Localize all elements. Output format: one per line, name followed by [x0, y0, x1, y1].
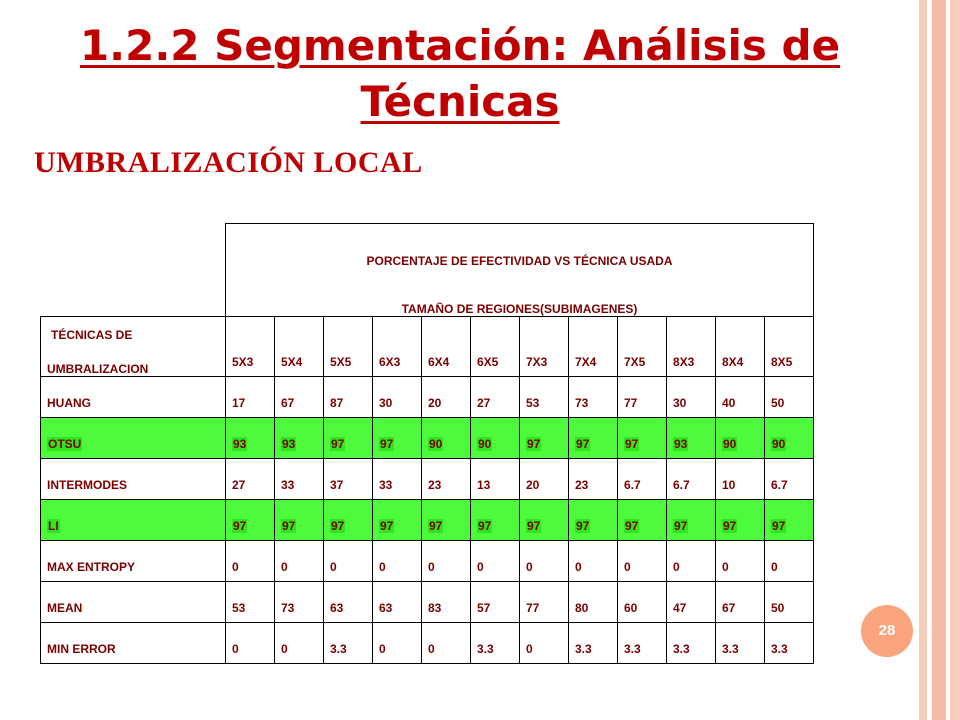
- cell-value: 3.3: [330, 642, 347, 656]
- value-cell: [520, 541, 569, 582]
- value-cell: [569, 541, 618, 582]
- value-cell: [324, 377, 373, 418]
- value-cell: [422, 623, 471, 664]
- value-cell: [471, 541, 520, 582]
- table-row: [41, 377, 814, 418]
- value-cell: [716, 623, 765, 664]
- cell-value: 10: [722, 478, 736, 492]
- value-cell: [275, 377, 324, 418]
- value-cell: [226, 377, 275, 418]
- cell-value: 80: [575, 601, 589, 615]
- column-header: 8X3: [667, 317, 716, 377]
- column-header: 8X4: [716, 317, 765, 377]
- value-cell: [569, 623, 618, 664]
- cell-value: 57: [477, 601, 491, 615]
- decorative-stripe: [919, 0, 927, 720]
- value-cell: [275, 541, 324, 582]
- value-cell: [765, 418, 814, 459]
- value-cell: [471, 623, 520, 664]
- cell-value: 3.3: [771, 642, 788, 656]
- cell-value: 60: [624, 601, 638, 615]
- table-header-subtitle: TAMAÑO DE REGIONES(SUBIMAGENES): [401, 302, 638, 316]
- value-cell: [667, 418, 716, 459]
- value-cell: [765, 582, 814, 623]
- cell-value: 33: [281, 478, 295, 492]
- table-row: [41, 582, 814, 623]
- value-cell: [520, 377, 569, 418]
- technique-name: MAX ENTROPY: [47, 560, 136, 574]
- cell-value: 3.3: [624, 642, 641, 656]
- table-corner: [41, 224, 226, 317]
- cell-value: 6.7: [624, 478, 641, 492]
- cell-value: 0: [526, 642, 533, 656]
- technique-header-line1: TÉCNICAS DE: [51, 328, 133, 342]
- cell-value: 97: [772, 519, 786, 533]
- value-cell: [373, 500, 422, 541]
- cell-value: 20: [428, 396, 442, 410]
- cell-value: 50: [771, 396, 785, 410]
- cell-value: 17: [232, 396, 246, 410]
- value-cell: [716, 418, 765, 459]
- cell-value: 90: [478, 437, 492, 451]
- value-cell: [471, 582, 520, 623]
- cell-value: 23: [575, 478, 589, 492]
- slide-title: 1.2.2 Segmentación: Análisis de Técnicas: [79, 21, 841, 126]
- table-row: [41, 623, 814, 664]
- column-header: 7X3: [520, 317, 569, 377]
- cell-value: 67: [281, 396, 295, 410]
- table-row: [41, 459, 814, 500]
- value-cell: [765, 541, 814, 582]
- value-cell: [569, 418, 618, 459]
- cell-value: 97: [576, 519, 590, 533]
- value-cell: [373, 623, 422, 664]
- column-header: 6X4: [422, 317, 471, 377]
- value-cell: [422, 582, 471, 623]
- cell-value: 0: [771, 560, 778, 574]
- value-cell: [226, 500, 275, 541]
- value-cell: [324, 582, 373, 623]
- cell-value: 47: [673, 601, 687, 615]
- value-cell: [520, 418, 569, 459]
- value-cell: [324, 541, 373, 582]
- cell-value: 97: [331, 519, 345, 533]
- cell-value: 0: [624, 560, 631, 574]
- value-cell: [373, 582, 422, 623]
- cell-value: 0: [526, 560, 533, 574]
- value-cell: [618, 582, 667, 623]
- cell-value: 40: [722, 396, 736, 410]
- cell-value: 0: [673, 560, 680, 574]
- value-cell: [765, 623, 814, 664]
- value-cell: [520, 500, 569, 541]
- cell-value: 93: [282, 437, 296, 451]
- cell-value: 63: [379, 601, 393, 615]
- cell-value: 97: [625, 437, 639, 451]
- technique-name-cell: [41, 459, 226, 500]
- cell-value: 97: [331, 437, 345, 451]
- value-cell: [520, 459, 569, 500]
- column-header: 6X5: [471, 317, 520, 377]
- value-cell: [618, 500, 667, 541]
- cell-value: 97: [380, 519, 394, 533]
- column-header: 5X3: [226, 317, 275, 377]
- table-row: [41, 500, 814, 541]
- column-header: 5X5: [324, 317, 373, 377]
- cell-value: 6.7: [771, 478, 788, 492]
- cell-value: 0: [477, 560, 484, 574]
- value-cell: [275, 459, 324, 500]
- value-cell: [324, 418, 373, 459]
- cell-value: 27: [232, 478, 246, 492]
- value-cell: [324, 459, 373, 500]
- cell-value: 93: [233, 437, 247, 451]
- value-cell: [226, 541, 275, 582]
- column-header: 7X4: [569, 317, 618, 377]
- value-cell: [324, 623, 373, 664]
- cell-value: 97: [527, 519, 541, 533]
- column-header-row: [41, 317, 814, 377]
- cell-value: 73: [575, 396, 589, 410]
- value-cell: [373, 459, 422, 500]
- value-cell: [226, 582, 275, 623]
- value-cell: [667, 582, 716, 623]
- cell-value: 23: [428, 478, 442, 492]
- cell-value: 3.3: [477, 642, 494, 656]
- cell-value: 20: [526, 478, 540, 492]
- cell-value: 0: [281, 560, 288, 574]
- cell-value: 6.7: [673, 478, 690, 492]
- cell-value: 97: [674, 519, 688, 533]
- cell-value: 0: [722, 560, 729, 574]
- cell-value: 30: [673, 396, 687, 410]
- value-cell: [422, 377, 471, 418]
- value-cell: [716, 582, 765, 623]
- technique-name-cell: [41, 377, 226, 418]
- cell-value: 90: [723, 437, 737, 451]
- value-cell: [765, 459, 814, 500]
- technique-name-cell: [41, 418, 226, 459]
- cell-value: 53: [526, 396, 540, 410]
- value-cell: [471, 459, 520, 500]
- table-header: [226, 224, 814, 317]
- column-header: 5X4: [275, 317, 324, 377]
- value-cell: [422, 459, 471, 500]
- technique-name-cell: [41, 541, 226, 582]
- cell-value: 0: [232, 560, 239, 574]
- column-header: 8X5: [765, 317, 814, 377]
- cell-value: 97: [380, 437, 394, 451]
- cell-value: 97: [282, 519, 296, 533]
- value-cell: [618, 418, 667, 459]
- cell-value: 97: [233, 519, 247, 533]
- cell-value: 30: [379, 396, 393, 410]
- value-cell: [765, 500, 814, 541]
- cell-value: 73: [281, 601, 295, 615]
- page-number-badge: 28: [861, 605, 913, 657]
- value-cell: [569, 459, 618, 500]
- technique-name: OTSU: [48, 437, 82, 451]
- value-cell: [275, 418, 324, 459]
- cell-value: 77: [526, 601, 540, 615]
- cell-value: 83: [428, 601, 442, 615]
- cell-value: 0: [232, 642, 239, 656]
- slide-subtitle: UMBRALIZACIÓN LOCAL: [34, 146, 423, 179]
- value-cell: [667, 459, 716, 500]
- value-cell: [765, 377, 814, 418]
- value-cell: [618, 377, 667, 418]
- value-cell: [716, 500, 765, 541]
- table-row: [41, 541, 814, 582]
- cell-value: 0: [428, 642, 435, 656]
- cell-value: 97: [576, 437, 590, 451]
- cell-value: 90: [429, 437, 443, 451]
- value-cell: [716, 459, 765, 500]
- value-cell: [667, 623, 716, 664]
- technique-name: LI: [48, 519, 59, 533]
- cell-value: 13: [477, 478, 491, 492]
- value-cell: [422, 500, 471, 541]
- technique-name: MEAN: [47, 601, 83, 615]
- cell-value: 0: [379, 560, 386, 574]
- effectiveness-table: [40, 223, 814, 664]
- cell-value: 97: [527, 437, 541, 451]
- value-cell: [373, 377, 422, 418]
- value-cell: [275, 623, 324, 664]
- value-cell: [471, 377, 520, 418]
- technique-name-cell: [41, 582, 226, 623]
- value-cell: [324, 500, 373, 541]
- cell-value: 3.3: [575, 642, 592, 656]
- cell-value: 97: [478, 519, 492, 533]
- cell-value: 97: [723, 519, 737, 533]
- value-cell: [618, 623, 667, 664]
- value-cell: [226, 623, 275, 664]
- cell-value: 90: [772, 437, 786, 451]
- value-cell: [716, 541, 765, 582]
- value-cell: [667, 541, 716, 582]
- cell-value: 77: [624, 396, 638, 410]
- technique-name-cell: [41, 500, 226, 541]
- cell-value: 3.3: [722, 642, 739, 656]
- value-cell: [471, 418, 520, 459]
- cell-value: 63: [330, 601, 344, 615]
- cell-value: 37: [330, 478, 344, 492]
- cell-value: 0: [428, 560, 435, 574]
- cell-value: 0: [330, 560, 337, 574]
- decorative-stripe: [950, 0, 960, 720]
- value-cell: [569, 500, 618, 541]
- value-cell: [667, 500, 716, 541]
- value-cell: [569, 582, 618, 623]
- value-cell: [667, 377, 716, 418]
- technique-name: INTERMODES: [47, 478, 128, 492]
- technique-header: [41, 317, 226, 377]
- cell-value: 93: [674, 437, 688, 451]
- value-cell: [373, 541, 422, 582]
- cell-value: 0: [379, 642, 386, 656]
- value-cell: [275, 500, 324, 541]
- cell-value: 0: [281, 642, 288, 656]
- cell-value: 27: [477, 396, 491, 410]
- value-cell: [422, 541, 471, 582]
- cell-value: 3.3: [673, 642, 690, 656]
- cell-value: 87: [330, 396, 344, 410]
- value-cell: [226, 459, 275, 500]
- cell-value: 53: [232, 601, 246, 615]
- cell-value: 67: [722, 601, 736, 615]
- table-header-title: PORCENTAJE DE EFECTIVIDAD VS TÉCNICA USADA: [366, 254, 673, 268]
- technique-name: MIN ERROR: [47, 642, 116, 656]
- value-cell: [520, 582, 569, 623]
- value-cell: [618, 459, 667, 500]
- technique-header-line2: UMBRALIZACION: [47, 362, 149, 376]
- column-header: 7X5: [618, 317, 667, 377]
- value-cell: [520, 623, 569, 664]
- value-cell: [618, 541, 667, 582]
- value-cell: [275, 582, 324, 623]
- cell-value: 97: [625, 519, 639, 533]
- cell-value: 33: [379, 478, 393, 492]
- cell-value: 0: [575, 560, 582, 574]
- value-cell: [422, 418, 471, 459]
- value-cell: [471, 500, 520, 541]
- value-cell: [373, 418, 422, 459]
- value-cell: [569, 377, 618, 418]
- value-cell: [226, 418, 275, 459]
- decorative-stripe: [932, 0, 946, 720]
- table-row: [41, 418, 814, 459]
- column-header: 6X3: [373, 317, 422, 377]
- value-cell: [716, 377, 765, 418]
- technique-name: HUANG: [47, 396, 91, 410]
- cell-value: 50: [771, 601, 785, 615]
- cell-value: 97: [429, 519, 443, 533]
- technique-name-cell: [41, 623, 226, 664]
